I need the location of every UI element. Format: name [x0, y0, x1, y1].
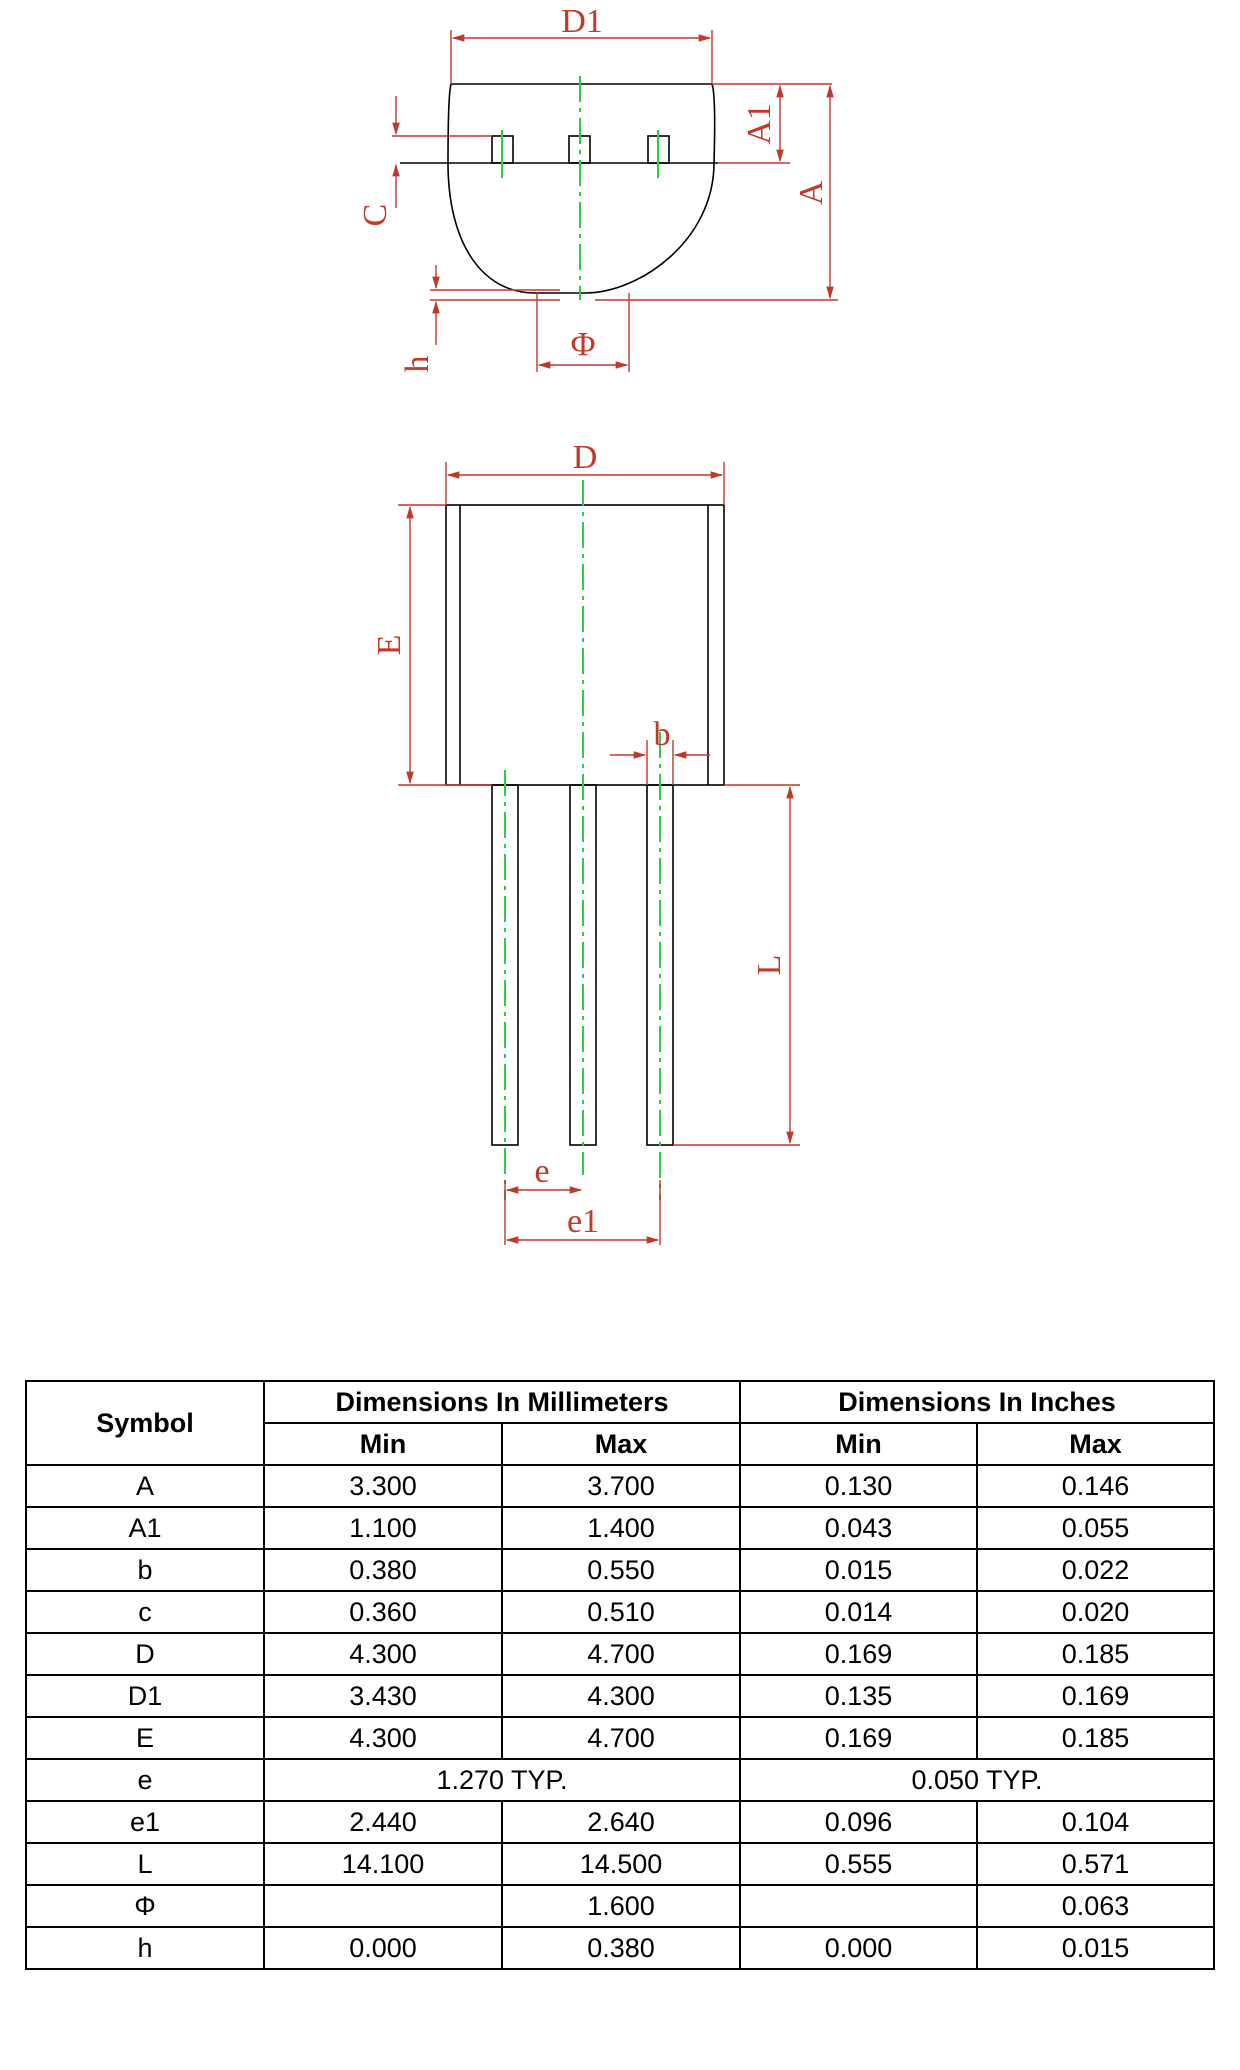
cell-in-max: 0.022 [977, 1549, 1214, 1591]
cell-mm-min: 4.300 [264, 1717, 502, 1759]
side-view [371, 439, 800, 1245]
table-row [26, 1675, 1214, 1717]
cell-mm-max: 3.700 [502, 1465, 740, 1507]
table-row [26, 1591, 1214, 1633]
header-mm-min: Min [264, 1423, 502, 1465]
cell-mm-min: 0.000 [264, 1927, 502, 1969]
cell-in-min: 0.169 [740, 1633, 977, 1675]
dimensions-table [25, 1380, 1215, 1970]
table-row [26, 1927, 1214, 1969]
cell-symbol: e [26, 1759, 264, 1801]
cell-in-typ: 0.050 TYP. [740, 1759, 1214, 1801]
cell-mm-min: 0.380 [264, 1549, 502, 1591]
cell-symbol: e1 [26, 1801, 264, 1843]
label-phi: Φ [570, 326, 596, 363]
cell-symbol: h [26, 1927, 264, 1969]
cell-in-min: 0.169 [740, 1717, 977, 1759]
cell-mm-max: 2.640 [502, 1801, 740, 1843]
label-d: D [572, 439, 598, 476]
label-d1: D1 [561, 3, 603, 40]
header-millimeters: Dimensions In Millimeters [264, 1381, 740, 1423]
cell-in-max: 0.104 [977, 1801, 1214, 1843]
cell-mm-min: 4.300 [264, 1633, 502, 1675]
lead-left [492, 785, 518, 1145]
cell-symbol: c [26, 1591, 264, 1633]
table-row [26, 1507, 1214, 1549]
cell-mm-max: 14.500 [502, 1843, 740, 1885]
table-row [26, 1717, 1214, 1759]
cell-in-max: 0.185 [977, 1633, 1214, 1675]
table-row [26, 1759, 1214, 1801]
table-row [26, 1549, 1214, 1591]
cell-mm-min: 3.300 [264, 1465, 502, 1507]
label-c: C [357, 203, 394, 227]
cell-mm-max: 1.400 [502, 1507, 740, 1549]
table-row [26, 1465, 1214, 1507]
top-view-outline [448, 84, 715, 293]
cell-mm-max: 4.300 [502, 1675, 740, 1717]
cell-symbol: b [26, 1549, 264, 1591]
cell-mm-min: 1.100 [264, 1507, 502, 1549]
header-mm-max: Max [502, 1423, 740, 1465]
table-row [26, 1801, 1214, 1843]
table-row [26, 1633, 1214, 1675]
cell-symbol: L [26, 1843, 264, 1885]
cell-symbol: A [26, 1465, 264, 1507]
cell-in-min: 0.043 [740, 1507, 977, 1549]
cell-in-min: 0.135 [740, 1675, 977, 1717]
cell-in-max: 0.146 [977, 1465, 1214, 1507]
cell-in-min: 0.014 [740, 1591, 977, 1633]
cell-mm-max: 4.700 [502, 1717, 740, 1759]
cell-symbol: A1 [26, 1507, 264, 1549]
table-row [26, 1885, 1214, 1927]
cell-mm-typ: 1.270 TYP. [264, 1759, 740, 1801]
cell-mm-max: 0.510 [502, 1591, 740, 1633]
header-in-min: Min [740, 1423, 977, 1465]
cell-mm-min: 3.430 [264, 1675, 502, 1717]
cell-mm-min: 0.360 [264, 1591, 502, 1633]
cell-in-min: 0.555 [740, 1843, 977, 1885]
label-h: h [399, 355, 436, 373]
cell-in-min [740, 1885, 977, 1927]
side-view-body [446, 505, 724, 785]
header-in-max: Max [977, 1423, 1214, 1465]
label-a1: A1 [741, 103, 778, 145]
cell-symbol: Φ [26, 1885, 264, 1927]
cell-in-max: 0.185 [977, 1717, 1214, 1759]
cell-mm-min: 2.440 [264, 1801, 502, 1843]
label-e1: e1 [566, 1203, 600, 1240]
label-b: b [653, 716, 671, 753]
cell-in-max: 0.063 [977, 1885, 1214, 1927]
cell-mm-max: 1.600 [502, 1885, 740, 1927]
cell-in-max: 0.015 [977, 1927, 1214, 1969]
label-e-body: E [371, 634, 408, 656]
label-l: L [751, 954, 788, 976]
cell-in-min: 0.000 [740, 1927, 977, 1969]
cell-mm-max: 4.700 [502, 1633, 740, 1675]
cell-in-max: 0.020 [977, 1591, 1214, 1633]
cell-in-max: 0.055 [977, 1507, 1214, 1549]
cell-mm-min: 14.100 [264, 1843, 502, 1885]
header-inches: Dimensions In Inches [740, 1381, 1214, 1423]
cell-symbol: E [26, 1717, 264, 1759]
cell-in-max: 0.169 [977, 1675, 1214, 1717]
cell-in-min: 0.015 [740, 1549, 977, 1591]
label-e-pitch: e [534, 1153, 550, 1190]
cell-mm-max: 0.380 [502, 1927, 740, 1969]
cell-in-min: 0.130 [740, 1465, 977, 1507]
label-a: A [793, 180, 830, 206]
table-row [26, 1843, 1214, 1885]
table-header-row [26, 1381, 1214, 1423]
cell-mm-max: 0.550 [502, 1549, 740, 1591]
header-symbol: Symbol [26, 1381, 264, 1465]
top-view [357, 3, 838, 373]
cell-mm-min [264, 1885, 502, 1927]
cell-in-max: 0.571 [977, 1843, 1214, 1885]
cell-symbol: D1 [26, 1675, 264, 1717]
cell-in-min: 0.096 [740, 1801, 977, 1843]
cell-symbol: D [26, 1633, 264, 1675]
